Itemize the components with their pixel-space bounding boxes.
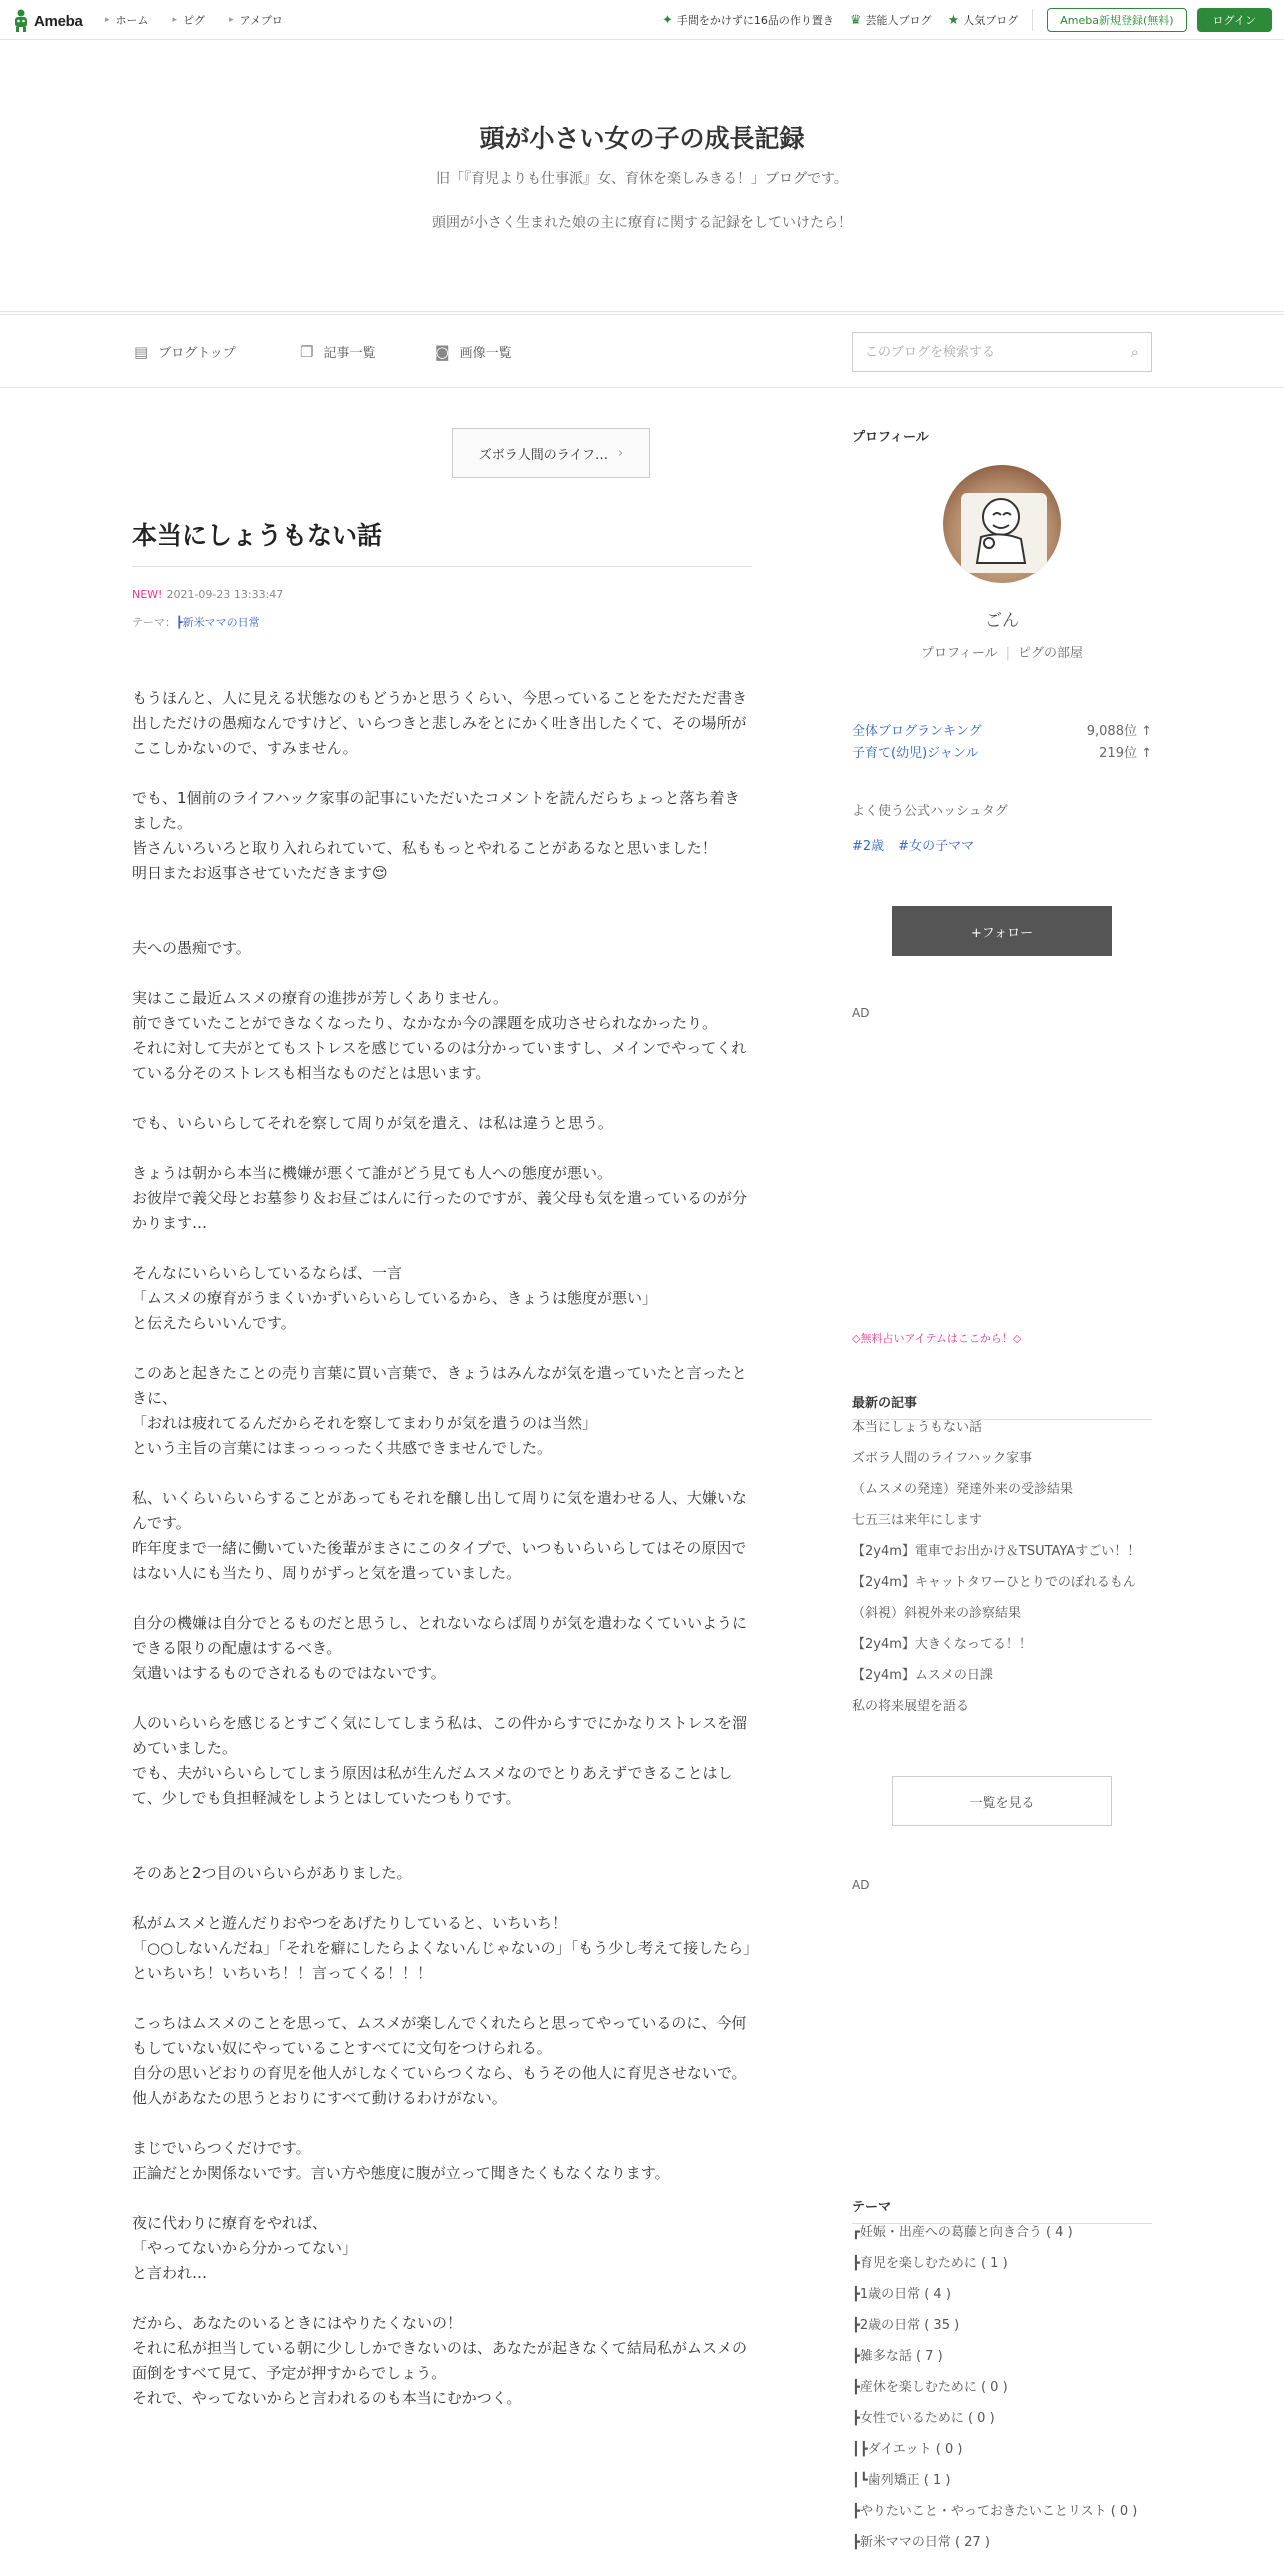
article-paragraph: 自分の思いどおりの育児を他人がしなくていらつくなら、もうその他人に育児させないで。 [132, 2064, 747, 2082]
article-paragraph: 「やってないから分かってない」 [132, 2239, 358, 2257]
nav-pig-label: ピグ [183, 14, 206, 27]
theme-item[interactable]: ┣2歳の日常 ( 35 ) [852, 2318, 960, 2333]
theme-item[interactable]: ┣1歳の日常 ( 4 ) [852, 2287, 951, 2302]
theme-item[interactable]: ┣雑多な話 ( 7 ) [852, 2349, 943, 2364]
blog-search-input[interactable] [865, 345, 1131, 360]
article-list-label: 記事一覧 [323, 346, 376, 361]
hashtag-link[interactable]: #2歳 [852, 839, 885, 854]
hashtags [852, 835, 988, 854]
theme-item[interactable]: ┃┗歯列矯正 ( 1 ) [852, 2473, 951, 2488]
recent-article-item[interactable]: （斜視）斜視外来の診察結果 [852, 1606, 1022, 1621]
ameba-logo[interactable] [12, 8, 83, 34]
link-celebrity-blog[interactable] [850, 12, 932, 28]
blog-search[interactable] [852, 332, 1152, 372]
paragraph-gap [132, 1236, 752, 1261]
article-paragraph: まじでいらつくだけです。 [132, 2139, 311, 2157]
chevron-right-icon: › [618, 445, 624, 461]
article-paragraph: 「ムスメの療育がうまくいかずいらいらしているから、きょうは態度が悪い」 [132, 1289, 658, 1307]
link-popular-blog[interactable] [948, 12, 1019, 28]
article-paragraph: だから、あなたのいるときにはやりたくないの！ [132, 2314, 463, 2332]
chevron-right-icon: ▸ [229, 15, 234, 25]
view-all-button[interactable]: 一覧を見る [892, 1776, 1112, 1826]
recent-article-item[interactable]: （ムスメの発達）発達外来の受診結果 [852, 1482, 1074, 1497]
article-paragraph: といちいち！いちいち！！言ってくる！！！ [132, 1964, 433, 1982]
paragraph-gap [132, 1886, 752, 1911]
recent-article-item[interactable]: 【2y4m】ムスメの日課 [852, 1668, 993, 1683]
article-paragraph: もうほんと、人に見える状態なのもどうかと思うくらい、今思っていることをただただ書き出しただけの愚痴なんですけど、いらつきと悲しみをとにかく吐き出したくて、その場所がここしかないので、すみません。 [132, 689, 748, 757]
recent-article-item[interactable]: 七五三は来年にします [852, 1513, 983, 1528]
theme-item[interactable]: ┣育児を楽しむために ( 1 ) [852, 2256, 1008, 2271]
nav-ameblo-label: アメブロ [239, 14, 283, 27]
paragraph-gap [132, 1136, 752, 1161]
recent-article-item[interactable]: 【2y4m】キャットタワーひとりでのぼれるもん [852, 1575, 1136, 1590]
ameba-logo-icon [12, 9, 30, 33]
article-paragraph: 明日またお返事させていただきます😌 [132, 864, 388, 882]
paragraph-gap [132, 1586, 752, 1611]
hashtag-heading: よく使う公式ハッシュタグ [852, 804, 1008, 819]
article-list-link[interactable] [300, 342, 375, 361]
article-paragraph: 実はここ最近ムスメの療育の進捗が芳しくありません。 [132, 989, 508, 1007]
article-paragraph: と伝えたらいいんです。 [132, 1314, 296, 1332]
camera-icon: ◙ [435, 342, 450, 361]
overall-ranking[interactable] [852, 720, 1152, 739]
global-right-links [646, 0, 1272, 40]
search-icon[interactable]: ⌕ [1130, 343, 1139, 361]
nickname[interactable]: ごん [985, 611, 1019, 631]
recent-article-item[interactable]: 【2y4m】大きくなってる！！ [852, 1637, 1032, 1652]
profile-links [852, 642, 1152, 661]
paragraph-gap [132, 1811, 752, 1861]
free-fortune-link[interactable]: ◇無料占いアイテムはここから！◇ [852, 1332, 1022, 1345]
avatar-illustration-icon [943, 465, 1063, 585]
hashtag-link[interactable]: #女の子ママ [898, 839, 975, 854]
nav-home[interactable] [105, 12, 149, 28]
recent-article-item[interactable]: 【2y4m】電車でお出かけ＆TSUTAYAすごい！！ [852, 1544, 1141, 1559]
profile-link[interactable]: プロフィール [920, 646, 998, 661]
link-recipe-label: 手間をかけずに16品の作り置き [676, 14, 834, 27]
paragraph-gap [132, 2111, 752, 2136]
recent-article-item[interactable]: ズボラ人間のライフハック家事 [852, 1451, 1033, 1466]
nav-ameblo[interactable] [229, 12, 283, 28]
divider: | [1005, 646, 1011, 661]
new-badge: NEW! [132, 588, 163, 601]
link-popular-label: 人気ブログ [963, 14, 1019, 27]
blog-nav [0, 314, 1284, 388]
article-paragraph: こっちはムスメのことを思って、ムスメが楽しんでくれたらと思ってやっているのに、今何もしていない奴にやっていることすべてに文句をつけられる。 [132, 2014, 747, 2057]
article-paragraph: 自分の機嫌は自分でとるものだと思うし、とれないならば周りが気を遣わなくていいようにできる限りの配慮はするべき。 [132, 1614, 748, 1657]
article-title[interactable]: 本当にしょうもない話 [132, 516, 752, 567]
article-date: 2021-09-23 13:33:47 [166, 588, 284, 601]
genre-ranking[interactable] [852, 742, 1152, 761]
register-button[interactable]: Ameba新規登録(無料) [1047, 8, 1186, 32]
article-paragraph: お彼岸で義父母とお墓参り＆お昼ごはんに行ったのですが、義父母も気を遣っているのが分かります… [132, 1189, 748, 1232]
recent-article-item[interactable]: 本当にしょうもない話 [852, 1420, 983, 1435]
theme-item[interactable]: ┣新米ママの日常 ( 27 ) [852, 2535, 990, 2550]
recent-articles-list [852, 1418, 1152, 1728]
login-button[interactable]: ログイン [1197, 8, 1272, 32]
nav-pig[interactable] [173, 12, 206, 28]
paragraph-gap [132, 1986, 752, 2011]
blog-description-2: 頭囲が小さく生まれた娘の主に療育に関する記録をしていけたら！ [432, 215, 852, 231]
article-paragraph: 私、いくらいらいらすることがあってもそれを醸し出して周りに気を遣わせる人、大嫌いなんです。 [132, 1489, 747, 1532]
theme-link[interactable]: ┣新米ママの日常 [176, 616, 260, 629]
blog-top-label: ブログトップ [158, 346, 236, 361]
article-paragraph: それに対して夫がとてもストレスを感じているのは分かっていますし、メインでやってくれている分そのストレスも相当なものだとは思います。 [132, 1039, 747, 1082]
article-paragraph: 「○○しないんだね」「それを癖にしたらよくないんじゃないの」「もう少し考えて接したら」 [132, 1939, 759, 1957]
blog-description-1: 旧「『育児よりも仕事派』女、育休を楽しみきる！」ブログです。 [436, 171, 848, 187]
article-theme [132, 614, 260, 630]
avatar[interactable] [941, 463, 1063, 585]
document-icon: ▤ [134, 342, 149, 361]
series-label: ズボラ人間のライフ… [478, 447, 609, 463]
theme-item[interactable]: ┣女性でいるために ( 0 ) [852, 2411, 995, 2426]
paragraph-gap [132, 1086, 752, 1111]
genre-ranking-label: 子育て(幼児)ジャンル [852, 746, 979, 761]
follow-button[interactable]: +フォロー [892, 906, 1112, 956]
paragraph-gap [132, 886, 752, 936]
copy-icon: ❐ [300, 342, 314, 361]
article-paragraph: 人のいらいらを感じるとすごく気にしてしまう私は、この件からすでにかなりストレスを溜めていました。 [132, 1714, 748, 1757]
link-recipe[interactable] [662, 12, 834, 28]
article-paragraph: 他人があなたの思うとおりにすべて動けるわけがない。 [132, 2089, 507, 2107]
article-paragraph: このあと起きたことの売り言葉に買い言葉で、きょうはみんなが気を遣っていたと言ったときに、 [132, 1364, 747, 1407]
profile-heading: プロフィール [852, 430, 929, 445]
article-paragraph: 私がムスメと遊んだりおやつをあげたりしていると、いちいち！ [132, 1914, 568, 1932]
article-paragraph: でも、いらいらしてそれを察して周りが気を遣え、は私は違うと思う。 [132, 1114, 613, 1132]
article-body [132, 686, 759, 2411]
article-paragraph: でも、1個前のライフハック家事の記事にいただいたコメントを読んだらちょっと落ち着きました。 [132, 789, 740, 832]
theme-item[interactable]: ┃┣ダイエット ( 0 ) [852, 2442, 963, 2457]
global-header [0, 0, 1284, 40]
pig-room-link[interactable]: ピグの部屋 [1018, 646, 1084, 661]
ameba-logo-text: Ameba [34, 12, 83, 30]
sparkle-icon: ✦ [662, 12, 673, 28]
link-celebrity-label: 芸能人ブログ [865, 14, 932, 27]
paragraph-gap [132, 2186, 752, 2211]
article-paragraph: それで、やってないからと言われるのも本当にむかつく。 [132, 2389, 522, 2407]
paragraph-gap [132, 761, 752, 786]
global-nav [105, 0, 307, 40]
overall-ranking-label: 全体ブログランキング [852, 724, 982, 739]
article-paragraph: でも、夫がいらいらしてしまう原因は私が生んだムスメなのでとりあえずできることはして、少しでも負担軽減をしようとはしていたつもりです。 [132, 1764, 733, 1807]
overall-ranking-value: 9,088位 ↑ [1086, 724, 1152, 739]
paragraph-gap [132, 1461, 752, 1486]
paragraph-gap [132, 1686, 752, 1711]
chevron-right-icon: ▸ [105, 15, 110, 25]
paragraph-gap [132, 1336, 752, 1361]
theme-heading: テーマ [852, 2196, 1152, 2224]
article-paragraph: 皆さんいろいろと取り入れられていて、私ももっとやれることがあるなと思いました！ [132, 839, 717, 857]
blog-top-link[interactable] [134, 342, 236, 361]
blog-header [0, 40, 1284, 312]
theme-label: テーマ： [132, 616, 176, 629]
ad-label: AD [852, 1006, 870, 1020]
image-list-label: 画像一覧 [459, 346, 512, 361]
series-prev-article-button[interactable] [452, 428, 650, 478]
paragraph-gap [132, 2286, 752, 2311]
crown-icon: ♛ [849, 12, 862, 28]
article-paragraph: それに私が担当している朝に少ししかできないのは、あなたが起きなくて結局私がムスメの面倒をすべて見て、予定が押すからでしょう。 [132, 2339, 748, 2382]
article-paragraph: と言われ… [132, 2264, 208, 2282]
article-paragraph: という主旨の言葉にはまっっっったく共感できませんでした。 [132, 1439, 553, 1457]
image-list-link[interactable] [435, 342, 512, 361]
paragraph-gap [132, 961, 752, 986]
recent-article-item[interactable]: 私の将来展望を語る [852, 1699, 970, 1714]
article-paragraph: そのあと2つ目のいらいらがありました。 [132, 1864, 412, 1882]
article-paragraph: 夜に代わりに療育をやれば、 [132, 2214, 328, 2232]
recent-articles-heading: 最新の記事 [852, 1392, 1152, 1420]
theme-item[interactable]: ┣産休を楽しむために ( 0 ) [852, 2380, 1008, 2395]
theme-item[interactable]: ┏妊娠・出産への葛藤と向き合う ( 4 ) [852, 2225, 1073, 2240]
article-paragraph: そんなにいらいらしているならば、一言 [132, 1264, 403, 1282]
article-paragraph: 「おれは疲れてるんだからそれを察してまわりが気を遣うのは当然」 [132, 1414, 598, 1432]
article-paragraph: 気遣いはするものでされるものではないです。 [132, 1664, 446, 1682]
article-meta [132, 588, 283, 601]
theme-item[interactable]: ┣やりたいこと・やっておきたいことリスト ( 0 ) [852, 2504, 1138, 2519]
theme-list [852, 2223, 1152, 2564]
article-paragraph: 昨年度まで一緒に働いていた後輩がまさにこのタイプで、いつもいらいらしてはその原因ではない人にも当たり、周りがずっと気を遣っていました。 [132, 1539, 747, 1582]
genre-ranking-value: 219位 ↑ [1099, 746, 1152, 761]
chevron-right-icon: ▸ [172, 15, 178, 25]
divider [1032, 9, 1033, 31]
article-paragraph: きょうは朝から本当に機嫌が悪くて誰がどう見ても人への態度が悪い。 [132, 1164, 613, 1182]
article-paragraph: 正論だとか関係ないです。言い方や態度に腹が立って聞きたくもなくなります。 [132, 2164, 670, 2182]
article-paragraph: 前できていたことができなくなったり、なかなか今の課題を成功させられなかったり。 [132, 1014, 718, 1032]
ad-label: AD [852, 1878, 870, 1892]
star-icon: ★ [947, 12, 960, 28]
article-paragraph: 夫への愚痴です。 [132, 939, 251, 957]
blog-title[interactable]: 頭が小さい女の子の成長記録 [479, 124, 805, 153]
nav-home-label: ホーム [115, 14, 149, 27]
